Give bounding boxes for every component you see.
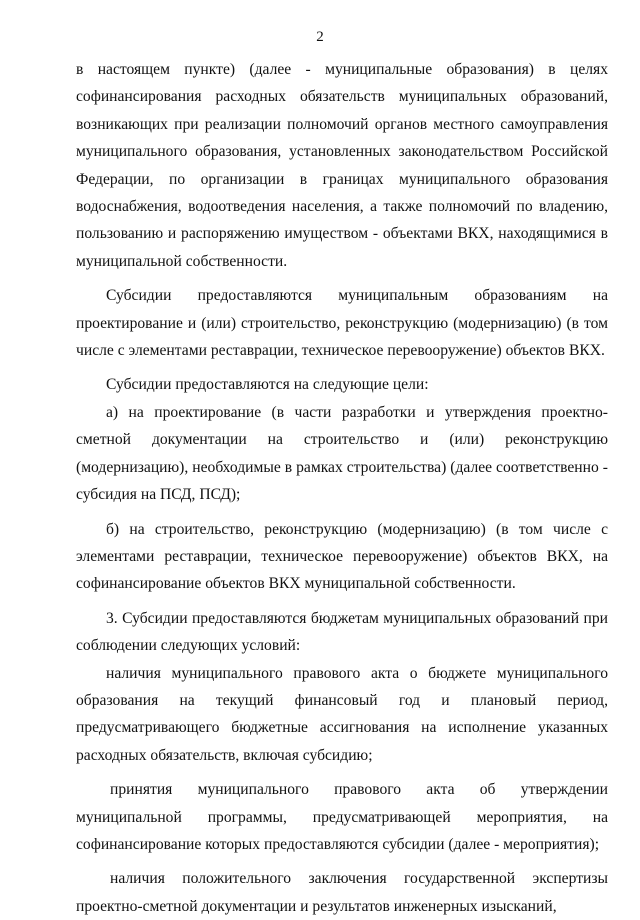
paragraph-condition-expertise: наличия положительного заключения государственной экспертизы проектно-сметной документации и результатов инженерных изысканий, <box>76 870 608 915</box>
paragraph-goals-intro: Субсидии предоставляются на следующие цели: <box>106 376 429 394</box>
paragraph-goal-b: б) на строительство, реконструкцию (модернизацию) (в том числе с элементами реставрации, техническое перевооружение) объектов ВКХ, на софинансирование объектов ВКХ муниципальной собственности. <box>76 520 608 593</box>
page-number: 2 <box>316 29 324 45</box>
paragraph-condition-budget: наличия муниципального правового акта о бюджете муниципального образования на текущий финансовый год и плановый период, предусматривающего бюджетные ассигнования на исполнение указанных расходных обязательств, включая субсидию; <box>76 664 608 764</box>
document-body <box>76 56 608 920</box>
paragraph-clause-3: 3. Субсидии предоставляются бюджетам муниципальных образований при соблюдении следующих условий: <box>76 609 608 655</box>
paragraph-subsidy-purpose: Субсидии предоставляются муниципальным образованиям на проектирование и (или) строительство, реконструкцию (модернизацию) (в том числе с элементами реставрации, техническое перевооружение) объектов ВКХ. <box>76 287 608 360</box>
paragraph-goal-a: а) на проектирование (в части разработки и утверждения проектно-сметной документации на строительство и (или) реконструкцию (модернизацию), необходимые в рамках строительства) (далее соответственно - субсидия на ПСД, ПСД); <box>76 403 608 504</box>
paragraph-continuation: в настоящем пункте) (далее - муниципальные образования) в целях софинансирования расходных обязательств муниципальных образований, возникающих при реализации полномочий органов местного самоуправления муниципального образования, установленных законодательством Российской Федерации, по организации в границах муниципального образования водоснабжения, водоотведения населения, а также полномочий по владению, пользованию и распоряжению имуществом - объектами ВКХ, находящимися в муниципальной собственности. <box>76 61 608 270</box>
paragraph-condition-program: принятия муниципального правового акта об утверждении муниципальной программы, предусматривающей мероприятия, на софинансирование которых предоставляются субсидии (далее - мероприятия); <box>76 781 608 853</box>
